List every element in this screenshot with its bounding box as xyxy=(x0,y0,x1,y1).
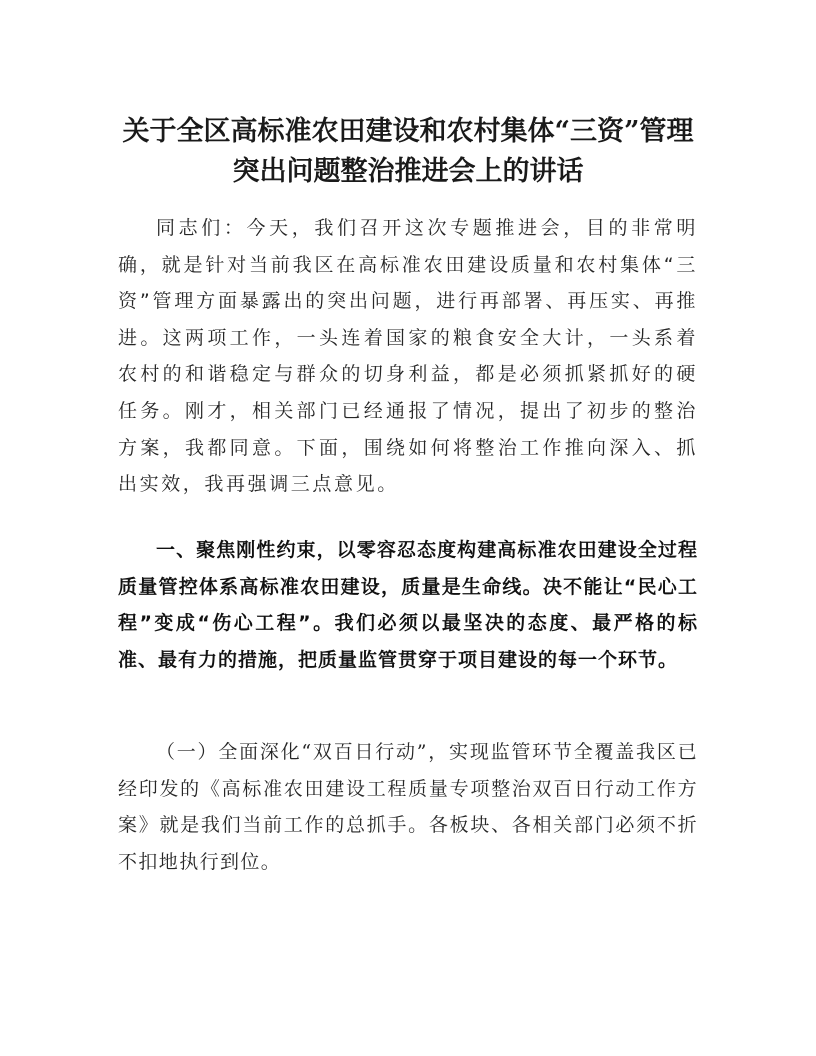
document-title: 关于全区高标准农田建设和农村集体“三资”管理突出问题整治推进会上的讲话 xyxy=(122,116,694,187)
subsection-one-paragraph: （一）全面深化“双百日行动”，实现监管环节全覆盖我区已经印发的《高标准农田建设工程质量专项整治双百日行动工作方案》就是我们当前工作的总抓手。各板块、各相关部门必须不折不扣地执行到位。 xyxy=(118,741,698,873)
section-one-heading-paragraph: 一、聚焦刚性约束，以零容忍态度构建高标准农田建设全过程质量管控体系高标准农田建设，质量是生命线。决不能让“民心工程”变成“伤心工程”。我们必须以最坚决的态度、最严格的标准、最有力的措施，把质量监管贯穿于项目建设的每一个环节。 xyxy=(118,539,698,671)
intro-paragraph: 同志们：今天，我们召开这次专题推进会，目的非常明确，就是针对当前我区在高标准农田建设质量和农村集体“三资”管理方面暴露出的突出问题，进行再部署、再压实、再推进。这两项工作，一头连着国家的粮食安全大计，一头系着农村的和谐稳定与群众的切身利益，都是必须抓紧抓好的硬任务。刚才，相关部门已经通报了情况，提出了初步的整治方案，我都同意。下面，围绕如何将整治工作推向深入、抓出实效，我再强调三点意见。 xyxy=(118,217,698,496)
